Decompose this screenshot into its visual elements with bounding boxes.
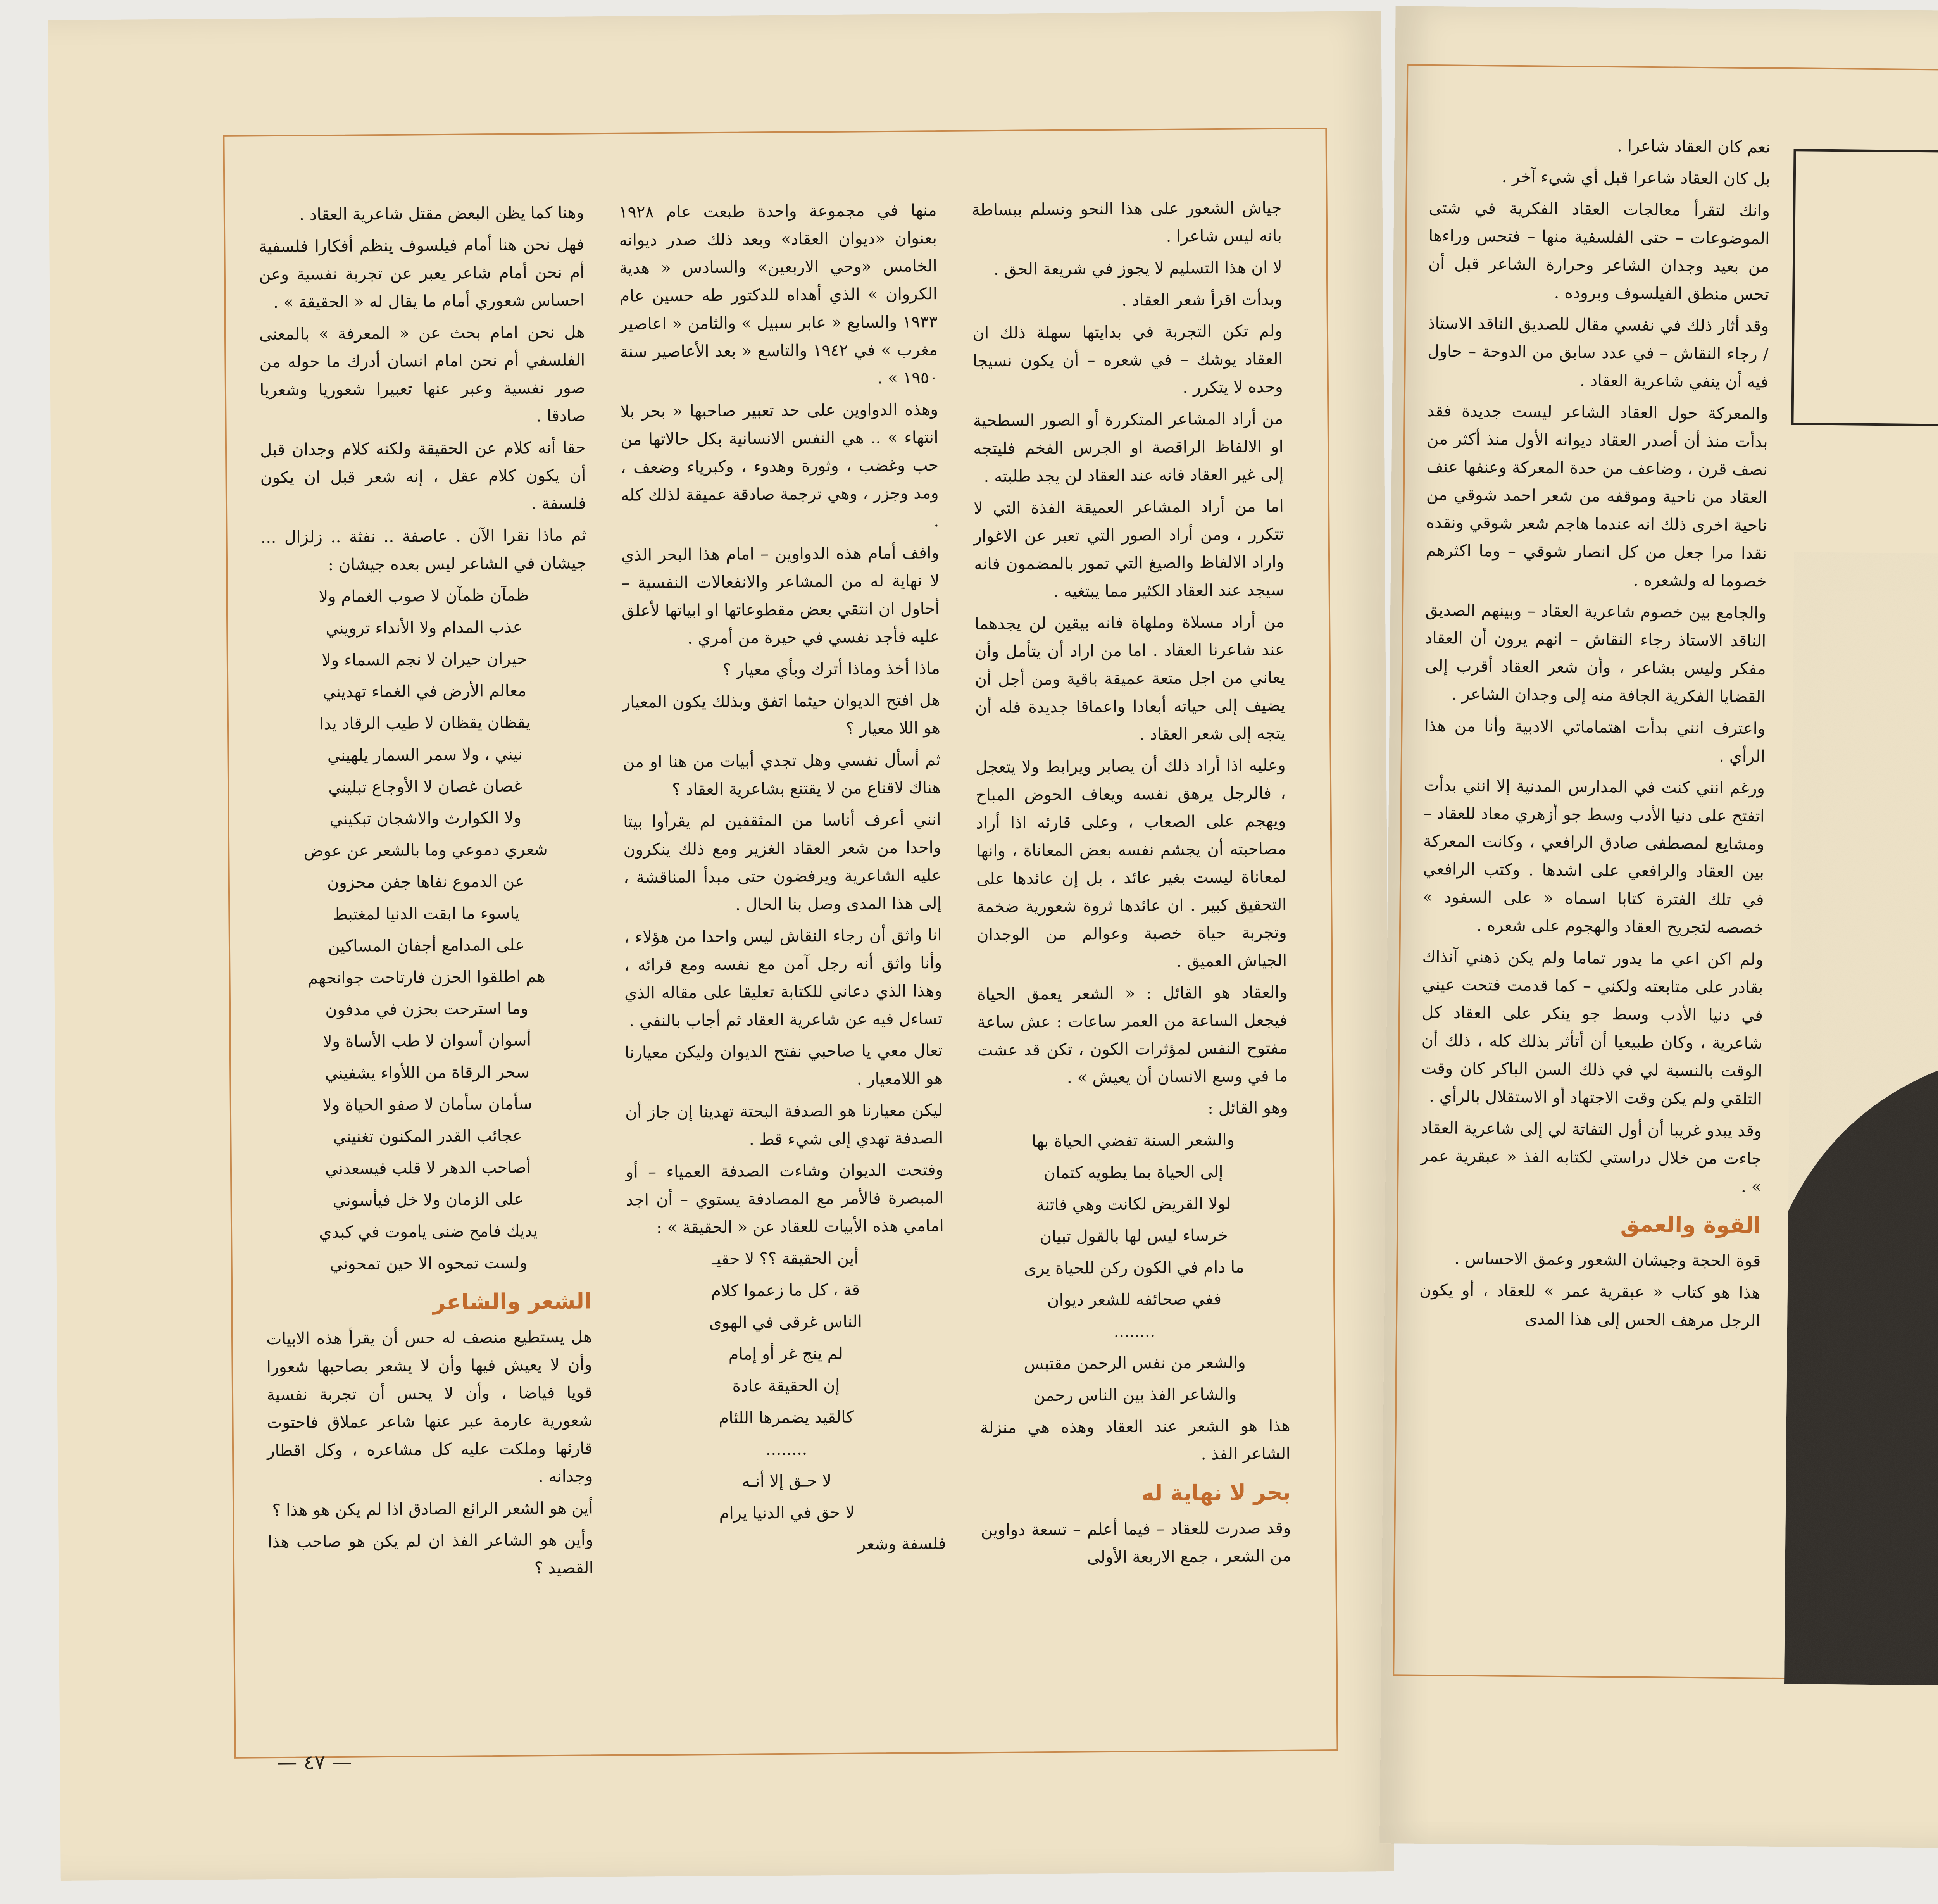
title-line	[1919, 1154, 1938, 1322]
article-column-2: منها في مجموعة واحدة طبعت عام ١٩٢٨ بعنوان «ديوان العقاد» وبعد ذلك صدر ديوانه الخامس «وحي الاربعين» والسادس « هدية الكروان » الذي أهداه للدكتور طه حسين عام ١٩٣٣ والسابع « عابر سبيل » والثامن « اعاصير مغرب » في ١٩٤٢ والتاسع « بعد الأعاصير سنة ١٩٥٠ » . وهذه الدواوين على حد تعبير صاحبها « بحر بلا انتهاء » .. هي النفس الانسانية بكل حالاتها من حب وغضب ، وثورة وهدوء ، وكبرياء وضعف ، ومد وجزر ، وهي ترجمة صادقة عميقة لذلك كله . وافف أمام هذه الدواوين – امام هذا البحر الذي لا نهاية له من المشاعر والانفعالات النفسية – أحاول ان انتقي بعض مقطوعاتها او ابياتها لأعلق عليه فأجد نفسي في حيرة من أمري . ماذا أخذ وماذا أترك وبأي معيار ؟ هل افتح الديوان حيثما اتفق وبذلك يكون المعيار هو اللا معيار ؟ ثم أسأل نفسي وهل تجدي أبيات من هنا او من هناك لاقناع من لا يقتنع بشاعرية العقاد ؟ انني أعرف أناسا من المثقفين لم يقرأوا بيتا واحدا من شعر العقاد الغزير ومع ذلك ينكرون عليه الشاعرية ويرفضون حتى مبدأ المناقشة ، إلى هذا المدى وصل بنا الحال . انا واثق أن رجاء النقاش ليس واحدا من هؤلاء ، وأنا واثق أنه رجل آمن مع نفسه ومع قرائه ، وهذا الذي دعاني للكتابة تعليقا على مقاله الذي تساءل فيه عن شاعرية العقاد ثم أجاب بالنفي . تعال معي يا صاحبي نفتح الديوان وليكن معيارنا هو اللامعيار . ليكن معيارنا هو الصدفة البحتة تهدينا إن جاز أن الصدفة تهدي إلى شيء قط . وفتحت الديوان وشاءت الصدفة العمياء – أو المبصرة فالأمر مع المصادفة يستوي – أن اجد امامي هذه الأبيات للعقاد عن « الحقيقة » : أين الحقيقة ؟؟ لا حقيـ قة ، كل ما زعموا كلام الناس غرقى في الهوى لم ينج غر أو إمام إن الحقيقة عادة كالقيد يضمرها اللئام ........ لا حـق إلا أنـه لا حق في الدنيا يرام فلسفة وشعر	[619, 200, 946, 1554]
page-number: — ٤٧ —	[277, 1751, 352, 1775]
article-column-1: جياش الشعور على هذا النحو ونسلم ببساطة بانه ليس شاعرا . لا ان هذا التسليم لا يجوز في شريعة الحق . وبدأت اقرأ شعر العقاد . ولم تكن التجربة في بدايتها سهلة ذلك ان العقاد يوشك – في شعره – أن يكون نسيجا وحده لا يتكرر . من أراد المشاعر المتكررة أو الصور السطحية او الالفاظ الراقصة او الجرس الفخم فليتجه إلى غير العقاد فانه عند العقاد لن يجد طلبته . اما من أراد المشاعر العميقة الفذة التي لا تتكرر ، ومن أراد الصور التي تعبر عن الاغوار واراد الالفاظ والصيغ التي تمور بالمضمون فانه سيجد عند العقاد الكثير مما يبتغيه . من أراد مسلاة وملهاة فانه بيقين لن يجدهما عند شاعرنا العقاد . اما من اراد أن يتأمل وأن يعاني من اجل متعة عميقة باقية ومن أجل أن يضيف إلى حياته أبعادا واعماقا جديدة فله أن يتجه إلى شعر العقاد . وعليه اذا أراد ذلك أن يصابر ويرابط ولا يتعجل ، فالرجل يرهق نفسه ويعاف الحوض المباح ويهجم على الصعاب ، وعلى قارئه اذا أراد مصاحبته أن يجشم نفسه بعض المعاناة ، وانها لمعاناة ليست بغير عائد ، بل إن عائدها على التحقيق كبير . ان عائدها ثروة شعورية ضخمة وتجربة حياة خصبة وعوالم من الوجدان الجياش العميق . والعقاد هو القائل : « الشعر يعمق الحياة فيجعل الساعة من العمر ساعات : عش ساعة مفتوح النفس لمؤثرات الكون ، تكن قد عشت ما في وسع الانسان أن يعيش » . وهو القائل : والشعر السنة تفضي الحياة بها إلى الحياة بما يطويه كتمان لولا القريض لكانت وهي فاتنة خرساء ليس لها بالقول تبيان ما دام في الكون ركن للحياة يرى ففي صحائفه للشعر ديوان ........ والشعر من نفس الرحمن مقتبس والشاعر الفذ بين الناس رحمن هذا هو الشعر عند العقاد وهذه هي منزلة الشاعر الفذ . بحر لا نهاية له وقد صدرت للعقاد – فيما أعلم – تسعة دواوين من الشعر ، جمع الاربعة الأولى	[971, 198, 1291, 1567]
author-name	[1794, 371, 1938, 413]
title-line	[1916, 1480, 1938, 1647]
article-title	[1916, 1154, 1938, 1647]
subheading: القوة والعمق	[1620, 1212, 1761, 1238]
headline-word	[1871, 436, 1938, 566]
article-column-3: وهنا كما يظن البعض مقتل شاعرية العقاد . فهل نحن هنا أمام فيلسوف ينظم أفكارا فلسفية أم نحن أمام شاعر يعبر عن تجربة نفسية وعن احساس شعوري أمام ما يقال له « الحقيقة » . هل نحن امام بحث عن « المعرفة » بالمعنى الفلسفي أم نحن امام انسان أدرك ما حوله من صور نفسية وعبر عنها تعبيرا شعوريا وشعريا صادقا . حقا أنه كلام عن الحقيقة ولكنه كلام وجدان قبل أن يكون كلام عقل ، إنه شعر قبل ان يكون فلسفة . ثم ماذا نقرا الآن . عاصفة .. نفثة .. زلزال ... جيشان في الشاعر ليس بعده جيشان : ظمآن ظمآن لا صوب الغمام ولا عذب المدام ولا الأنداء ترويني حيران حيران لا نجم السماء ولا معالم الأرض في الغماء تهديني يقظان يقظان لا طيب الرقاد يدا نيني ، ولا سمر السمار يلهيني غصان غصان لا الأوجاع تبليني ولا الكوارث والاشجان تبكيني شعري دموعي وما بالشعر عن عوض عن الدموع نفاها جفن محزون ياسوء ما ابقت الدنيا لمغتبط على المدامع أجفان المساكين هم اطلقوا الحزن فارتاحت جوانحهم وما استرحت بحزن في مدفون أسوان أسوان لا طب الأساة ولا سحر الرقاة من اللأواء يشفيني سأمان سأمان لا صفو الحياة ولا عجائب القدر المكنون تغنيني أصاحب الدهر لا قلب فيسعدني على الزمان ولا خل فيأسوني يديك فامح ضنى ياموت في كبدي ولست تمحوه الا حين تمحوني الشعر والشاعر هل يستطيع منصف له حس أن يقرأ هذه الابيات وأن لا يعيش فيها وأن لا يشعر بصاحبها شعورا قويا فياضا ، وأن لا يحس أن تجربة نفسية شعورية عارمة عبر عنها شاعر عملاق فاحتوت قارئها وملكت عليه كل مشاعره ، وكل اقطار وجدانه . أين هو الشعر الرائع الصادق اذا لم يكن هو هذا ؟ وأين هو الشاعر الفذ ان لم يكن هو صاحب هذا القصيد ؟	[259, 203, 594, 1578]
subheading: الشعر والشاعر	[433, 1288, 592, 1315]
article-column: نعم كان العقاد شاعرا . بل كان العقاد شاعرا قبل أي شيء آخر . وانك لتقرأ معالجات العقاد الفكرية في شتى الموضوعات – حتى الفلسفية منها – فتحس وراءها من بعيد وجدان الشاعر وحرارة الشاعر قبل أن تحس منطق الفيلسوف وبروده . وقد أثار ذلك في نفسي مقال للصديق الناقد الاستاذ / رجاء النقاش – في عدد سابق من الدوحة – حاول فيه أن ينفي شاعرية العقاد . والمعركة حول العقاد الشاعر ليست جديدة فقد بدأت منذ أن أصدر العقاد ديوانه الأول منذ أكثر من نصف قرن ، وضاعف من حدة المعركة وعنفها عنف العقاد من ناحية وموقفه من شعر احمد شوقي من ناحية اخرى ذلك انه عندما هاجم شعر شوقي ونقده نقدا مرا جعل من كل انصار شوقي – وما اكثرهم خصوما له ولشعره . والجامع بين خصوم شاعرية العقاد – وبينهم الصديق الناقد الاستاذ رجاء النقاش – انهم يرون أن العقاد مفكر وليس بشاعر ، وأن شعر العقاد أقرب إلى القضايا الفكرية الجافة منه إلى وجدان الشاعر . واعترف انني بدأت اهتماماتي الادبية وأنا من هذا الرأي . ورغم انني كنت في المدارس المدنية إلا انني بدأت اتفتح على دنيا الأدب وسط جو أزهري معاد للعقاد – ومشايع لمصطفى صادق الرافعي ، وكانت المعركة بين العقاد والرافعي على اشدها . وكتب الرافعي في تلك الفترة كتابا اسماه « على السفود » خصصه لتجريح العقاد والهجوم على شعره . ولم اكن اعي ما يدور تماما ولم يكن ذهني آنذاك بقادر على متابعته ولكني – كما قدمت فتحت عيني في دنيا الأدب وسط جو ينكر على العقاد كل شاعرية ، وكان طبيعيا أن أتأثر بذلك كله ، ذلك أن الوقت بالنسبة لي في ذلك السن الباكر كان وقت التلقي ولم يكن وقت الاجتهاد أو الاستقلال بالرأي . وقد يبدو غريبا أن أول التفاتة لي إلى شاعرية العقاد جاءت من خلال دراستي لكتابه الفذ « عبقرية عمر » . القوة والعمق قوة الحجة وجيشان الشعور وعمق الاحساس . هذا هو كتاب « عبقرية عمر » للعقاد ، أو يكون الرجل مرهف الحس إلى هذا المدى	[1419, 136, 1771, 1330]
title-line	[1918, 1317, 1938, 1485]
subheading: بحر لا نهاية له	[1141, 1480, 1291, 1506]
author-box	[1791, 149, 1938, 431]
left-page	[48, 11, 1394, 1881]
portrait-photo	[1784, 552, 1938, 1690]
right-page	[1379, 6, 1938, 1855]
